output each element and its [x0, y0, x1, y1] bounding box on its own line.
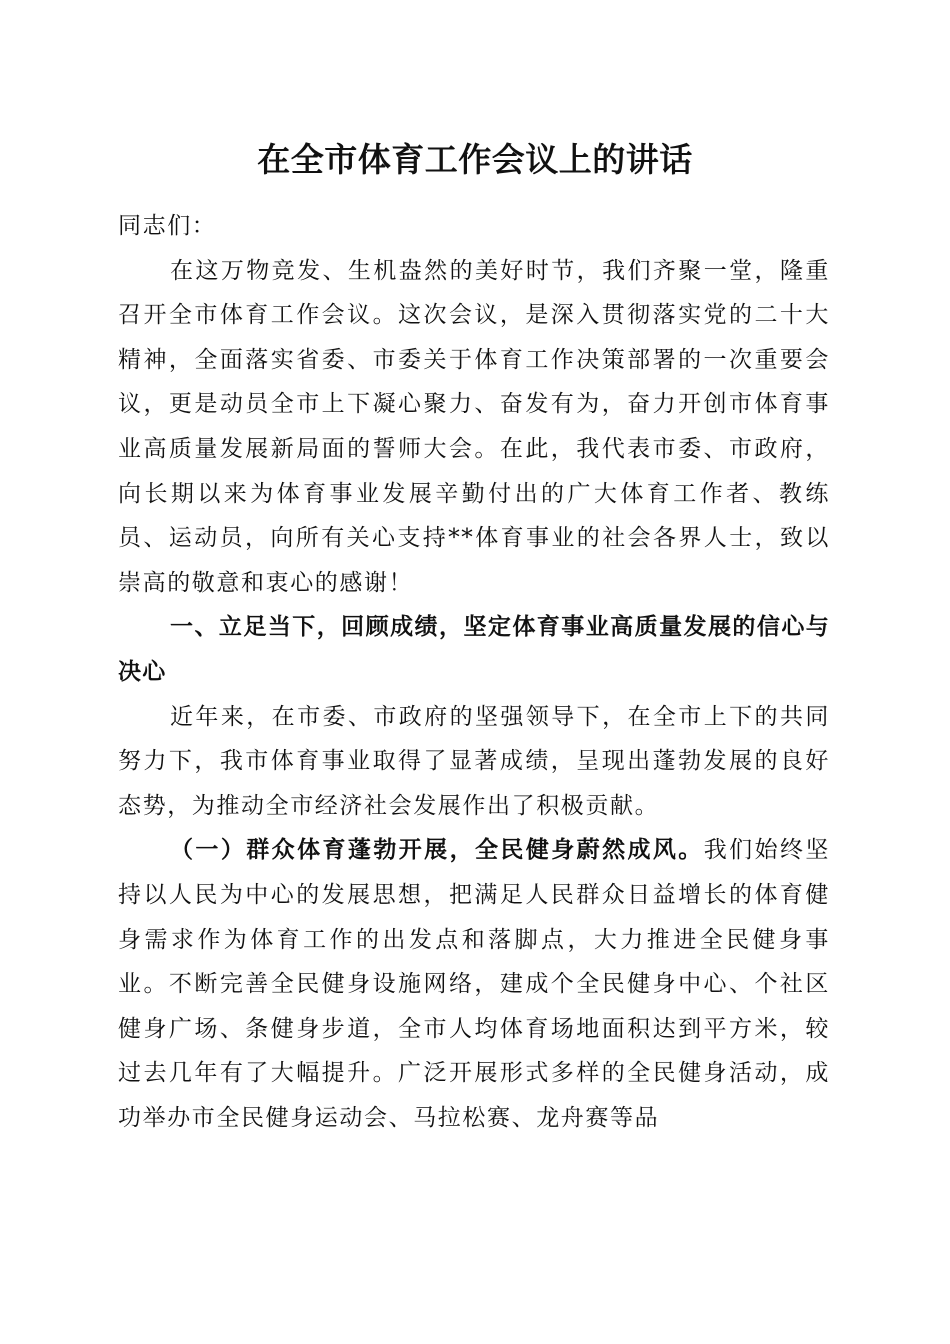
- section-1-paragraph: 近年来，在市委、市政府的坚强领导下，在全市上下的共同努力下，我市体育事业取得了显著成绩，呈现出蓬勃发展的良好态势，为推动全市经济社会发展作出了积极贡献。: [118, 703, 830, 819]
- subsection-1-paragraph: [118, 828, 830, 1140]
- subsection-1-body: 我们始终坚持以人民为中心的发展思想，把满足人民群众日益增长的体育健身需求作为体育工作的出发点和落脚点，大力推进全民健身事业。不断完善全民健身设施网络，建成个全民健身中心、个社区健身广场、条健身步道，全市人均体育场地面积达到平方米，较过去几年有了大幅提升。广泛开展形式多样的全民健身活动，成功举办市全民健身运动会、马拉松赛、龙舟赛等品: [118, 837, 830, 1131]
- intro-paragraph: 在这万物竞发、生机盎然的美好时节，我们齐聚一堂，隆重召开全市体育工作会议。这次会议，是深入贯彻落实党的二十大精神，全面落实省委、市委关于体育工作决策部署的一次重要会议，更是动员全市上下凝心聚力、奋发有为，奋力开创市体育事业高质量发展新局面的誓师大会。在此，我代表市委、市政府，向长期以来为体育事业发展辛勤付出的广大体育工作者、教练员、运动员，向所有关心支持**体育事业的社会各界人士，致以崇高的敬意和衷心的感谢！: [118, 257, 830, 596]
- section-1-heading: 一、立足当下，回顾成绩，坚定体育事业高质量发展的信心与决心: [118, 614, 830, 685]
- document-body: [118, 204, 830, 1140]
- subsection-1-heading: （一）群众体育蓬勃开展，全民健身蔚然成风。: [170, 836, 704, 864]
- salutation: 同志们：: [118, 213, 217, 239]
- document-title: 在全市体育工作会议上的讲话: [257, 140, 693, 179]
